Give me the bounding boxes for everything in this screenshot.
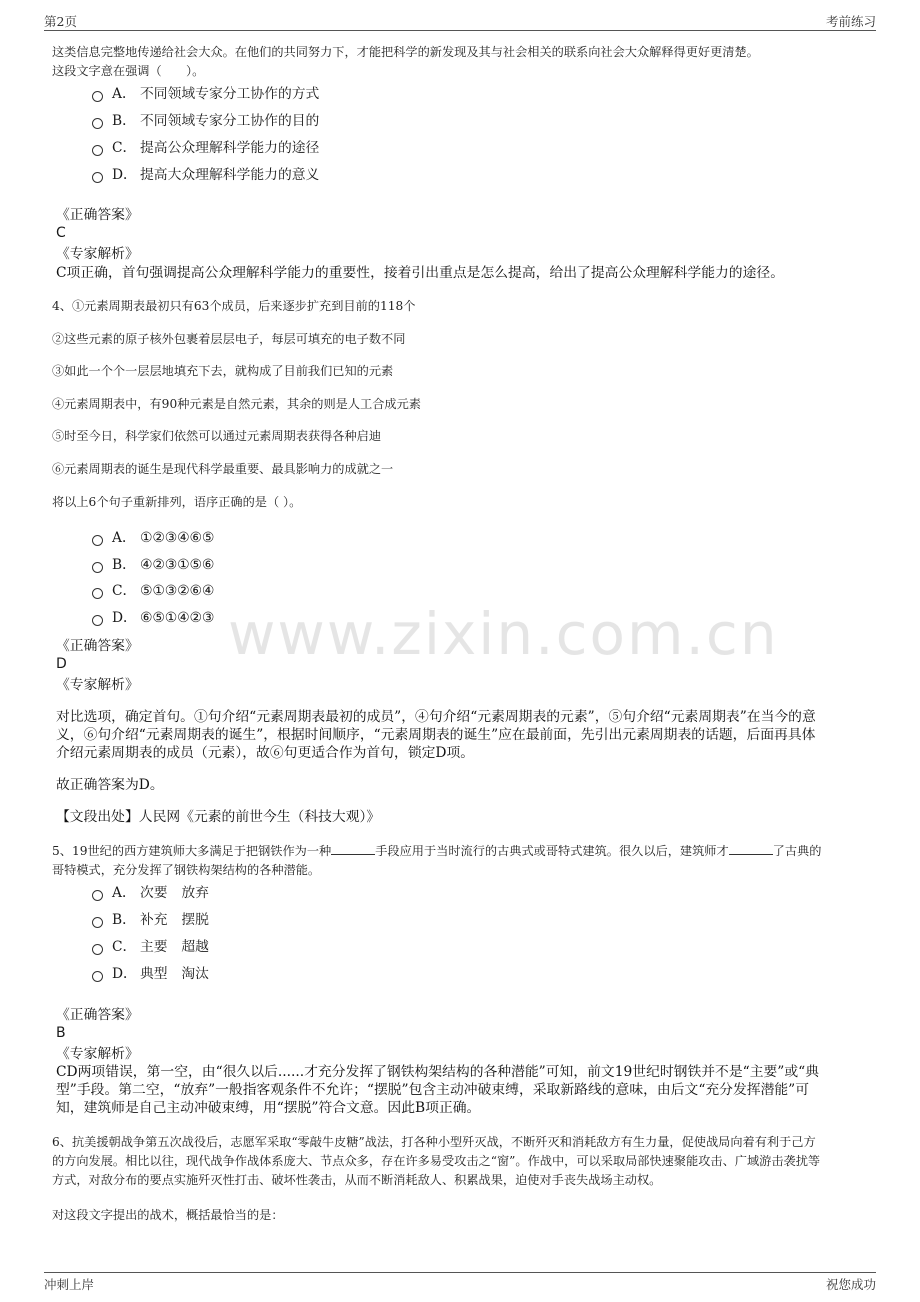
footer-right: 祝您成功 [825,1277,876,1292]
q4-analysis-line-1: 对比选项，确定首句。①句介绍“元素周期表最初的成员”，④句介绍“元素周期表的元素”，⑤句介绍“元素周期表”在当今的意 [56,709,816,725]
q3-analysis: C项正确，首句强调提高公众理解科学能力的重要性，接着引出重点是怎么提高，给出了提高公众理解科学能力的途径。 [56,265,784,281]
q5-option-c[interactable]: C． 主要 超越 [92,937,209,957]
q4-sentence-1: 4、①元素周期表最初只有63个成员，后来逐步扩充到目前的118个 [52,299,416,313]
radio-icon[interactable] [92,588,103,599]
footer-left: 冲刺上岸 [44,1277,95,1292]
radio-icon[interactable] [92,118,103,129]
q6-passage-line-1: 6、抗美援朝战争第五次战役后，志愿军采取“零敲牛皮糖”战法，打各种小型歼灭战，不断歼灭和消耗敌方有生力量，促使战局向着有利于己方 [52,1135,816,1149]
page-header [44,10,876,31]
q4-sentence-4: ④元素周期表中，有90种元素是自然元素，其余的则是人工合成元素 [52,397,421,411]
q4-option-a[interactable]: A． ①②③④⑥⑤ [92,528,214,548]
q3-stem: 这段文字意在强调（ ）。 [52,64,205,78]
q4-option-d[interactable]: D． ⑥⑤①④②③ [92,608,214,628]
q5-answer: B [56,1025,66,1041]
q4-conclusion: 故正确答案为D。 [56,777,164,793]
q5-analysis-line-1: CD两项错误，第一空，由“很久以后......才充分发挥了钢铁构架结构的各种潜能”可知，前文19世纪时钢铁并不是“主要”或“典 [56,1064,820,1080]
header-title: 考前练习 [825,14,876,29]
q5-option-b[interactable]: B． 补充 摆脱 [92,910,209,930]
radio-icon[interactable] [92,562,103,573]
q4-option-b[interactable]: B． ④②③①⑤⑥ [92,555,214,575]
q4-stem: 将以上6个句子重新排列，语序正确的是（ ）。 [52,495,302,509]
radio-icon[interactable] [92,172,103,183]
q3-passage: 这类信息完整地传递给社会大众。在他们的共同努力下，才能把科学的新发现及其与社会相关的联系向社会大众解释得更好更清楚。 [52,45,759,59]
q4-answer-heading: 《正确答案》 [56,638,139,654]
q5-stem-line-2: 哥特模式，充分发挥了钢铁构架结构的各种潜能。 [52,863,321,877]
q4-analysis-heading: 《专家解析》 [56,677,139,693]
q3-option-c[interactable]: C． 提高公众理解科学能力的途径 [92,138,319,158]
q4-sentence-6: ⑥元素周期表的诞生是现代科学最重要、最具影响力的成就之一 [52,462,394,476]
blank-1 [331,842,375,855]
q4-analysis-line-2: 义，⑥句介绍“元素周期表的诞生”，根据时间顺序，“元素周期表的诞生”应在最前面，先引出元素周期表的话题，后面再具体 [56,727,816,743]
q5-stem-line-1: 5、19世纪的西方建筑师大多满足于把钢铁作为一种 手段应用于当时流行的古典式或哥特式建筑。很久以后，建筑师才 了古典的 [52,844,822,858]
radio-icon[interactable] [92,971,103,982]
q5-analysis-line-3: 知，建筑师是自己主动冲破束缚，用“摆脱”符合文意。因此B项正确。 [56,1100,481,1116]
blank-2 [729,842,773,855]
q5-option-a[interactable]: A． 次要 放弃 [92,883,209,903]
q4-sentence-3: ③如此一个个一层层地填充下去，就构成了目前我们已知的元素 [52,364,394,378]
q3-option-a[interactable]: A． 不同领域专家分工协作的方式 [92,84,319,104]
q3-option-d[interactable]: D． 提高大众理解科学能力的意义 [92,165,319,185]
q5-option-d[interactable]: D． 典型 淘汰 [92,964,209,984]
watermark: www.zixin.com.cn [228,600,779,668]
q4-source: 【文段出处】人民网《元素的前世今生（科技大观）》 [56,809,381,825]
q4-sentence-2: ②这些元素的原子核外包裹着层层电子，每层可填充的电子数不同 [52,332,406,346]
radio-icon[interactable] [92,91,103,102]
page-footer [44,1272,876,1292]
radio-icon[interactable] [92,145,103,156]
q4-sentence-5: ⑤时至今日，科学家们依然可以通过元素周期表获得各种启迪 [52,429,382,443]
radio-icon[interactable] [92,890,103,901]
q3-option-b[interactable]: B． 不同领域专家分工协作的目的 [92,111,319,131]
q5-analysis-heading: 《专家解析》 [56,1046,139,1062]
q4-analysis-line-3: 介绍元素周期表的成员（元素），故⑥句更适合作为首句，锁定D项。 [56,745,475,761]
radio-icon[interactable] [92,615,103,626]
q4-answer: D [56,656,67,672]
radio-icon[interactable] [92,535,103,546]
q6-stem: 对这段文字提出的战术，概括最恰当的是： [52,1208,284,1222]
page-number: 第2页 [44,14,77,29]
q6-passage-line-2: 的方向发展。相比以往，现代战争作战体系庞大、节点众多，存在许多易受攻击之“窗”。作战中，可以采取局部快速聚能攻击、广域游击袭扰等 [52,1154,821,1168]
q5-analysis-line-2: 型”手段。第二空，“放弃”一般指客观条件不允许；“摆脱”包含主动冲破束缚，采取新路线的意味，由后文“充分发挥潜能”可 [56,1082,810,1098]
q3-answer-heading: 《正确答案》 [56,207,139,223]
radio-icon[interactable] [92,944,103,955]
q3-analysis-heading: 《专家解析》 [56,246,139,262]
q3-answer: C [56,225,66,241]
q4-option-c[interactable]: C． ⑤①③②⑥④ [92,581,214,601]
radio-icon[interactable] [92,917,103,928]
q5-answer-heading: 《正确答案》 [56,1007,139,1023]
q6-passage-line-3: 方式，对敌分布的要点实施歼灭性打击、破坏性袭击，从而不断消耗敌人、积累战果，迫使对手丧失战场主动权。 [52,1173,662,1187]
